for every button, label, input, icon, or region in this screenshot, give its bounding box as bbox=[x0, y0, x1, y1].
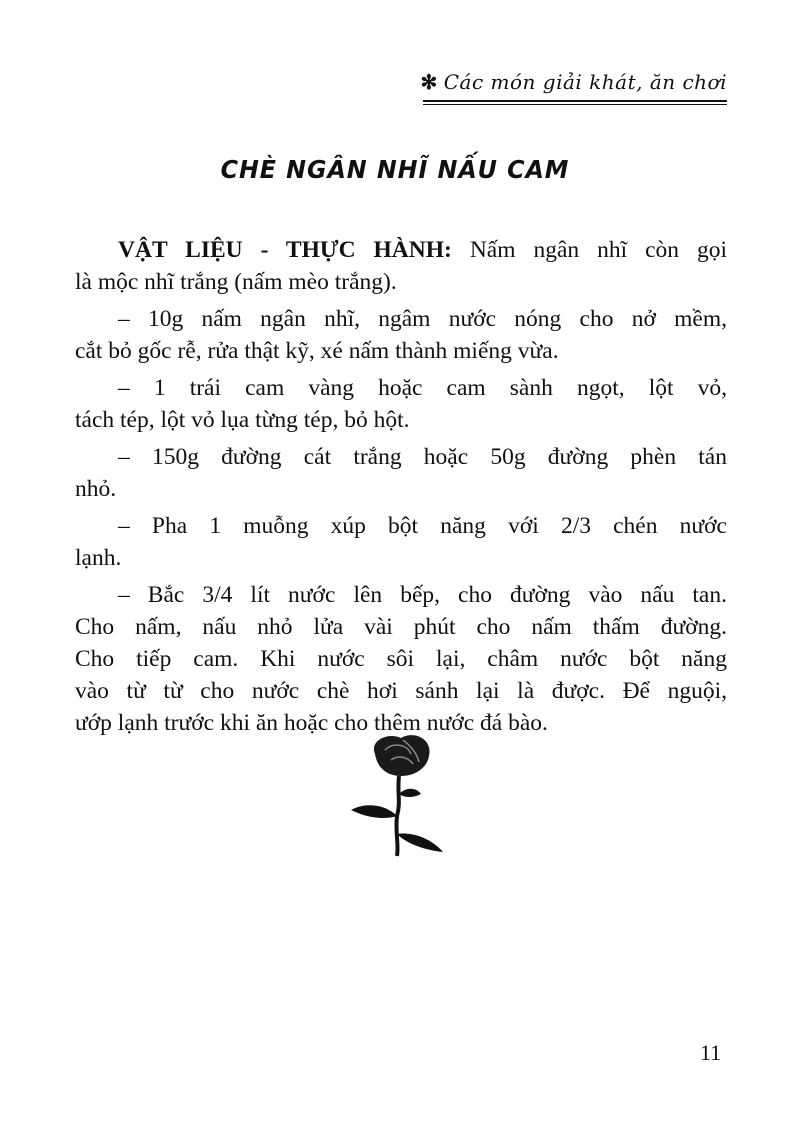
paragraph-ingredient bbox=[75, 441, 727, 505]
text-line: là mộc nhĩ trắng (nấm mèo trắng). bbox=[75, 269, 397, 295]
text-line: Nấm ngân nhĩ còn gọi bbox=[469, 237, 728, 263]
paragraph-intro bbox=[75, 234, 727, 298]
page-number: 11 bbox=[700, 1040, 722, 1065]
recipe-body bbox=[75, 234, 727, 744]
header-double-rule bbox=[423, 100, 727, 105]
paragraph-ingredient bbox=[75, 372, 727, 436]
text-line: – Bắc 3/4 lít nước lên bếp, cho đường vào nấu tan. bbox=[118, 582, 727, 608]
text-line: lạnh. bbox=[75, 545, 122, 571]
asterisk-icon: ✻ bbox=[420, 70, 438, 94]
paragraph-ingredient bbox=[75, 510, 727, 574]
text-line: vào từ từ cho nước chè hơi sánh lại là được. Để nguội, bbox=[75, 678, 727, 704]
text-line: cắt bỏ gốc rễ, rửa thật kỹ, xé nấm thành miếng vừa. bbox=[75, 338, 559, 364]
section-title: Các món giải khát, ăn chơi bbox=[443, 70, 727, 94]
text-line: Cho tiếp cam. Khi nước sôi lại, châm nước bột năng bbox=[75, 646, 727, 672]
text-line: – 150g đường cát trắng hoặc 50g đường phèn tán bbox=[118, 444, 727, 470]
running-header bbox=[420, 70, 727, 94]
paragraph-ingredient bbox=[75, 303, 727, 367]
rose-illustration-icon bbox=[345, 732, 450, 857]
text-line: tách tép, lột vỏ lụa từng tép, bỏ hột. bbox=[75, 407, 410, 433]
text-line: Cho nấm, nấu nhỏ lửa vài phút cho nấm thấm đường. bbox=[75, 614, 727, 640]
text-line: nhỏ. bbox=[75, 476, 117, 502]
text-line: – Pha 1 muỗng xúp bột năng với 2/3 chén nước bbox=[118, 513, 727, 539]
text-line: ướp lạnh trước khi ăn hoặc cho thêm nước đá bào. bbox=[75, 710, 548, 736]
recipe-title: CHÈ NGÂN NHĨ NẤU CAM bbox=[220, 155, 570, 184]
text-line: – 1 trái cam vàng hoặc cam sành ngọt, lột vỏ, bbox=[118, 375, 727, 401]
paragraph-method bbox=[75, 579, 727, 739]
text-line: – 10g nấm ngân nhĩ, ngâm nước nóng cho nở mềm, bbox=[118, 306, 727, 332]
lead-heading: VẬT LIỆU - THỰC HÀNH: bbox=[118, 237, 452, 263]
